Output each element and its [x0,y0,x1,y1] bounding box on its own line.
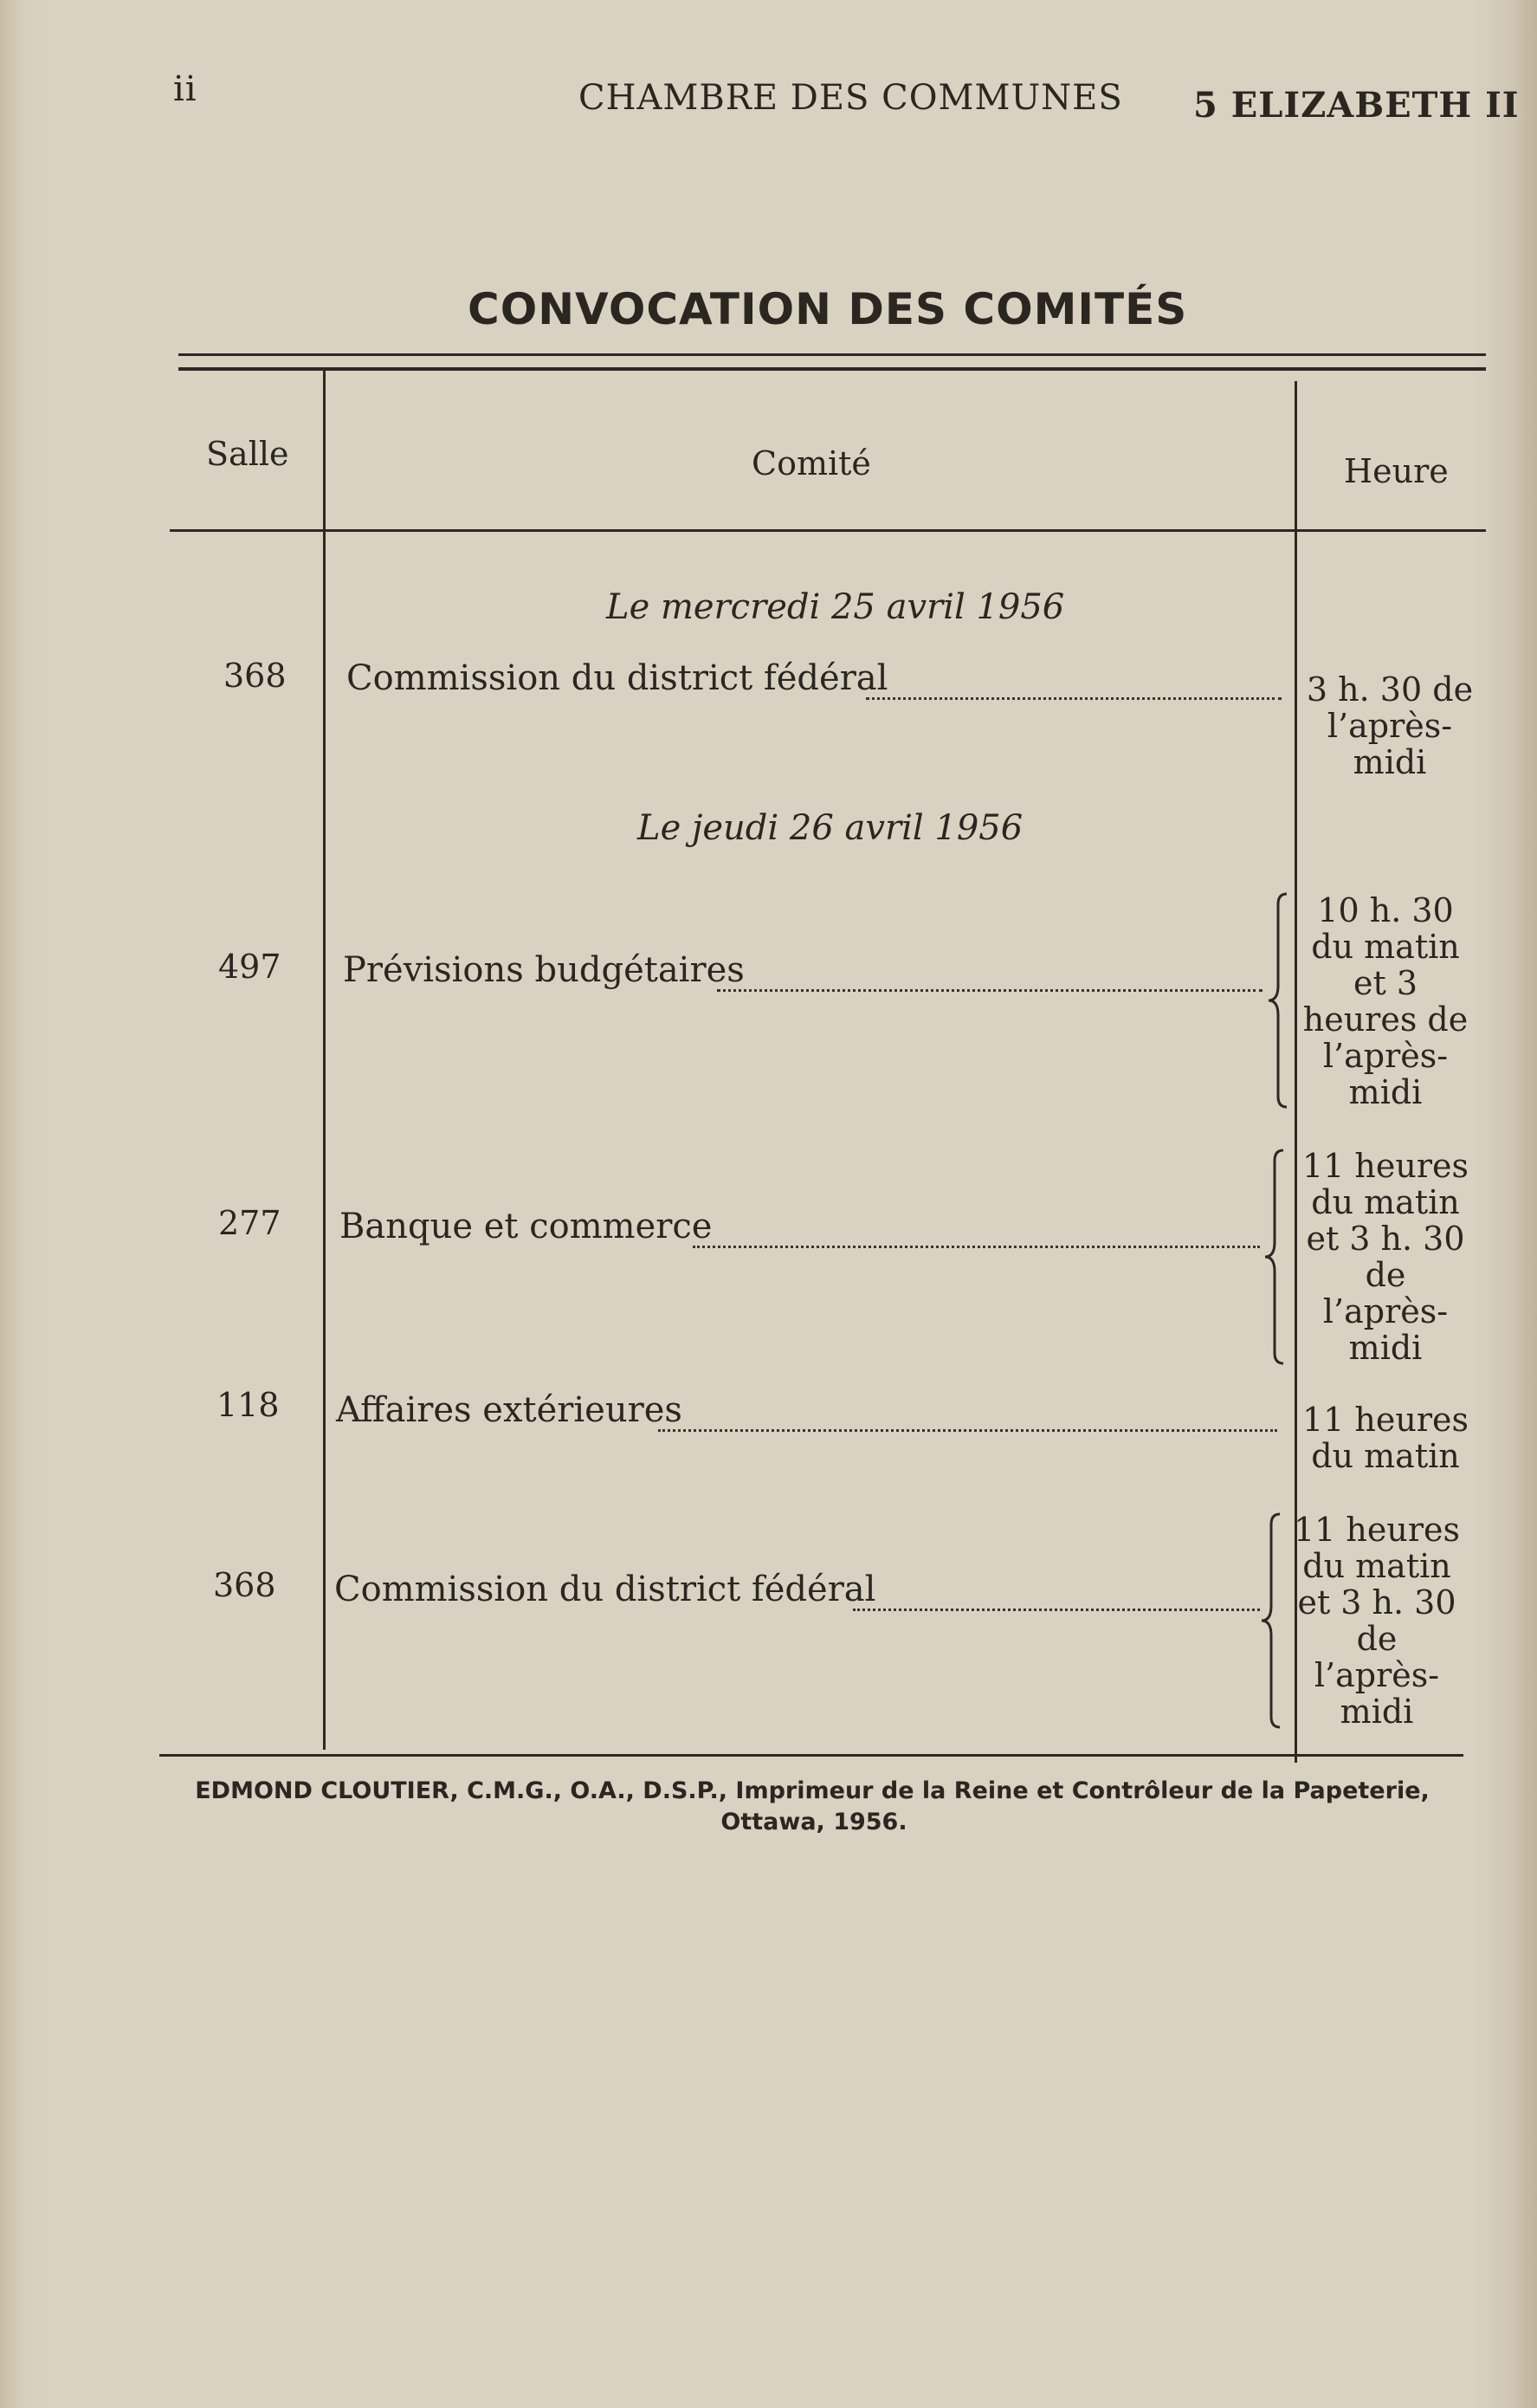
page-title: CONVOCATION DES COMITÉS [468,284,1188,334]
committee-name: Affaires extérieures [336,1390,682,1430]
room-number: 118 [216,1386,280,1424]
brace [1266,892,1292,1109]
meeting-time: 11 heures du matin [1301,1401,1469,1475]
column-header-time: Heure [1344,452,1449,490]
date-heading-thursday: Le jeudi 26 avril 1956 [637,808,1024,848]
dot-leader [717,989,1263,992]
table-bottom-rule [159,1754,1463,1757]
column-header-room: Salle [206,435,289,473]
date-heading-wednesday: Le mercredi 25 avril 1956 [606,587,1065,627]
column-header-committee: Comité [752,444,871,482]
brace [1263,1149,1288,1365]
meeting-time: 3 h. 30 de l’après-midi [1306,670,1474,781]
meeting-time: 11 heures du matin et 3 h. 30 de l’après-midi [1293,1511,1461,1731]
dot-leader [658,1429,1277,1432]
meeting-time: 11 heures du matin et 3 h. 30 de l’après-midi [1301,1147,1469,1367]
committee-name: Banque et commerce [339,1207,713,1246]
running-head-house: CHAMBRE DES COMMUNES [578,78,1123,118]
committee-name: Prévisions budgétaires [343,950,745,990]
room-number: 277 [218,1204,281,1242]
title-rule-bottom [178,367,1486,371]
meeting-time: 10 h. 30 du matin et 3 heures de l’après-midi [1302,891,1469,1111]
room-number: 368 [213,1566,276,1604]
imprint-line-2: Ottawa, 1956. [720,1809,907,1835]
dot-leader [853,1609,1260,1611]
brace [1259,1512,1285,1729]
running-head-regnal-year: 5 ELIZABETH II [1193,85,1520,126]
room-number: 368 [223,657,287,695]
committee-name: Commission du district fédéral [346,658,888,698]
room-number: 497 [218,948,281,986]
column-rule-left [323,371,326,1750]
title-rule-top [178,353,1486,356]
dot-leader [693,1246,1260,1248]
committee-name: Commission du district fédéral [334,1570,876,1609]
page-number: ii [173,69,197,109]
dot-leader [866,697,1282,700]
header-rule [170,529,1486,532]
imprint-line-1: EDMOND CLOUTIER, C.M.G., O.A., D.S.P., Imprimeur de la Reine et Contrôleur de la Papeterie, [195,1777,1430,1804]
